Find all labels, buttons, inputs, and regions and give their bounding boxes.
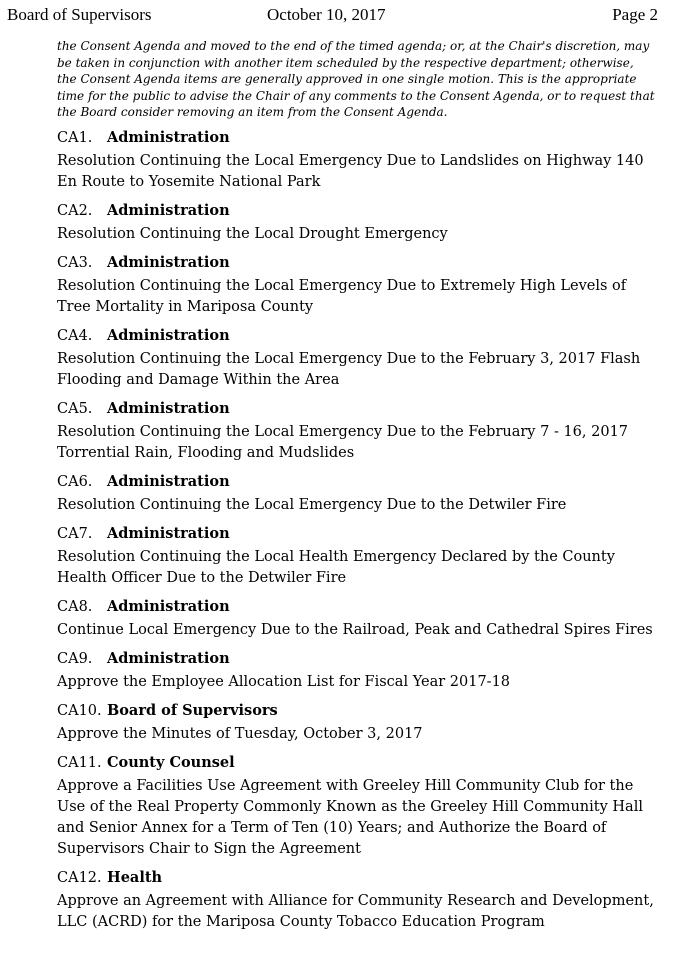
- agenda-item-description: Resolution Continuing the Local Health Emergency Declared by the County Health Officer Due to the Detwiler Fire: [57, 548, 615, 586]
- agenda-item-heading: [57, 200, 657, 222]
- agenda-item-ca3: [57, 252, 657, 318]
- agenda-item-description: Resolution Continuing the Local Emergency Due to Landslides on Highway 140 En Route to Yosemite National Park: [57, 152, 644, 190]
- agenda-item-heading: [57, 325, 657, 347]
- agenda-item-number: CA6.: [57, 473, 93, 490]
- agenda-item-number: CA11.: [57, 754, 102, 771]
- agenda-item-department: Administration: [107, 128, 230, 146]
- consent-agenda-content: [57, 38, 657, 940]
- agenda-item-description: Resolution Continuing the Local Emergency Due to the February 7 - 16, 2017 Torrential Rain, Flooding and Mudslides: [57, 423, 629, 461]
- agenda-item-number: CA9.: [57, 650, 93, 667]
- agenda-item-description: Continue Local Emergency Due to the Railroad, Peak and Cathedral Spires Fires: [57, 621, 653, 638]
- agenda-item-heading: [57, 867, 657, 889]
- agenda-item-heading: [57, 471, 657, 493]
- agenda-item-ca1: [57, 127, 657, 193]
- agenda-item-ca8: [57, 596, 657, 641]
- agenda-item-department: Administration: [107, 326, 230, 344]
- agenda-item-number: CA5.: [57, 400, 93, 417]
- agenda-item-ca11: [57, 752, 657, 860]
- agenda-item-number: CA10.: [57, 702, 102, 719]
- agenda-item-heading: [57, 700, 657, 722]
- agenda-item-ca5: [57, 398, 657, 464]
- agenda-item-description: Approve a Facilities Use Agreement with Greeley Hill Community Club for the Use of the Real Property Commonly Known as the Greeley Hill Community Hall and Senior Annex for a Term of Ten (10) Years; and Authorize the Board of Supervisors Chair to Sign the Agreement: [57, 777, 643, 857]
- header-date: October 10, 2017: [267, 5, 386, 24]
- agenda-item-description: Resolution Continuing the Local Emergency Due to the February 3, 2017 Flash Flooding and Damage Within the Area: [57, 350, 641, 388]
- agenda-item-heading: [57, 398, 657, 420]
- agenda-item-department: Administration: [107, 524, 230, 542]
- agenda-item-heading: [57, 648, 657, 670]
- consent-agenda-intro: the Consent Agenda and moved to the end of the timed agenda; or, at the Chair's discretion, may be taken in conjunction with another item scheduled by the respective department; otherwise, the Consent Agenda items are generally approved in one single motion. This is the appropriate time for the public to advise the Chair of any comments to the Consent Agenda, or to request that the Board consider removing an item from the Consent Agenda.: [57, 39, 655, 119]
- agenda-item-heading: [57, 523, 657, 545]
- agenda-item-department: Health: [107, 868, 163, 886]
- agenda-item-department: Administration: [107, 201, 230, 219]
- agenda-item-number: CA8.: [57, 598, 93, 615]
- agenda-item-department: County Counsel: [107, 753, 235, 771]
- agenda-item-department: Administration: [107, 399, 230, 417]
- agenda-item-ca12: [57, 867, 657, 933]
- agenda-item-department: Board of Supervisors: [107, 701, 278, 719]
- agenda-item-ca4: [57, 325, 657, 391]
- agenda-item-department: Administration: [107, 253, 230, 271]
- agenda-item-number: CA3.: [57, 254, 93, 271]
- agenda-item-department: Administration: [107, 649, 230, 667]
- header-page-number: Page 2: [612, 5, 658, 24]
- agenda-item-number: CA2.: [57, 202, 93, 219]
- agenda-item-description: Resolution Continuing the Local Drought Emergency: [57, 225, 448, 242]
- agenda-item-number: CA12.: [57, 869, 102, 886]
- agenda-item-ca6: [57, 471, 657, 516]
- agenda-item-ca9: [57, 648, 657, 693]
- agenda-item-heading: [57, 596, 657, 618]
- page-header: [7, 4, 658, 26]
- agenda-item-ca2: [57, 200, 657, 245]
- agenda-item-ca7: [57, 523, 657, 589]
- agenda-item-description: Approve an Agreement with Alliance for Community Research and Development, LLC (ACRD) for the Mariposa County Tobacco Education Program: [57, 892, 654, 930]
- agenda-item-description: Approve the Minutes of Tuesday, October 3, 2017: [57, 725, 423, 742]
- agenda-item-number: CA4.: [57, 327, 93, 344]
- agenda-item-number: CA1.: [57, 129, 93, 146]
- agenda-item-ca10: [57, 700, 657, 745]
- agenda-item-heading: [57, 127, 657, 149]
- agenda-item-number: CA7.: [57, 525, 93, 542]
- agenda-item-heading: [57, 252, 657, 274]
- header-body-name: Board of Supervisors: [7, 5, 152, 24]
- agenda-item-description: Resolution Continuing the Local Emergency Due to Extremely High Levels of Tree Mortality in Mariposa County: [57, 277, 627, 315]
- agenda-item-heading: [57, 752, 657, 774]
- agenda-item-department: Administration: [107, 472, 230, 490]
- agenda-item-description: Approve the Employee Allocation List for Fiscal Year 2017-18: [57, 673, 511, 690]
- agenda-item-department: Administration: [107, 597, 230, 615]
- agenda-item-description: Resolution Continuing the Local Emergency Due to the Detwiler Fire: [57, 496, 567, 513]
